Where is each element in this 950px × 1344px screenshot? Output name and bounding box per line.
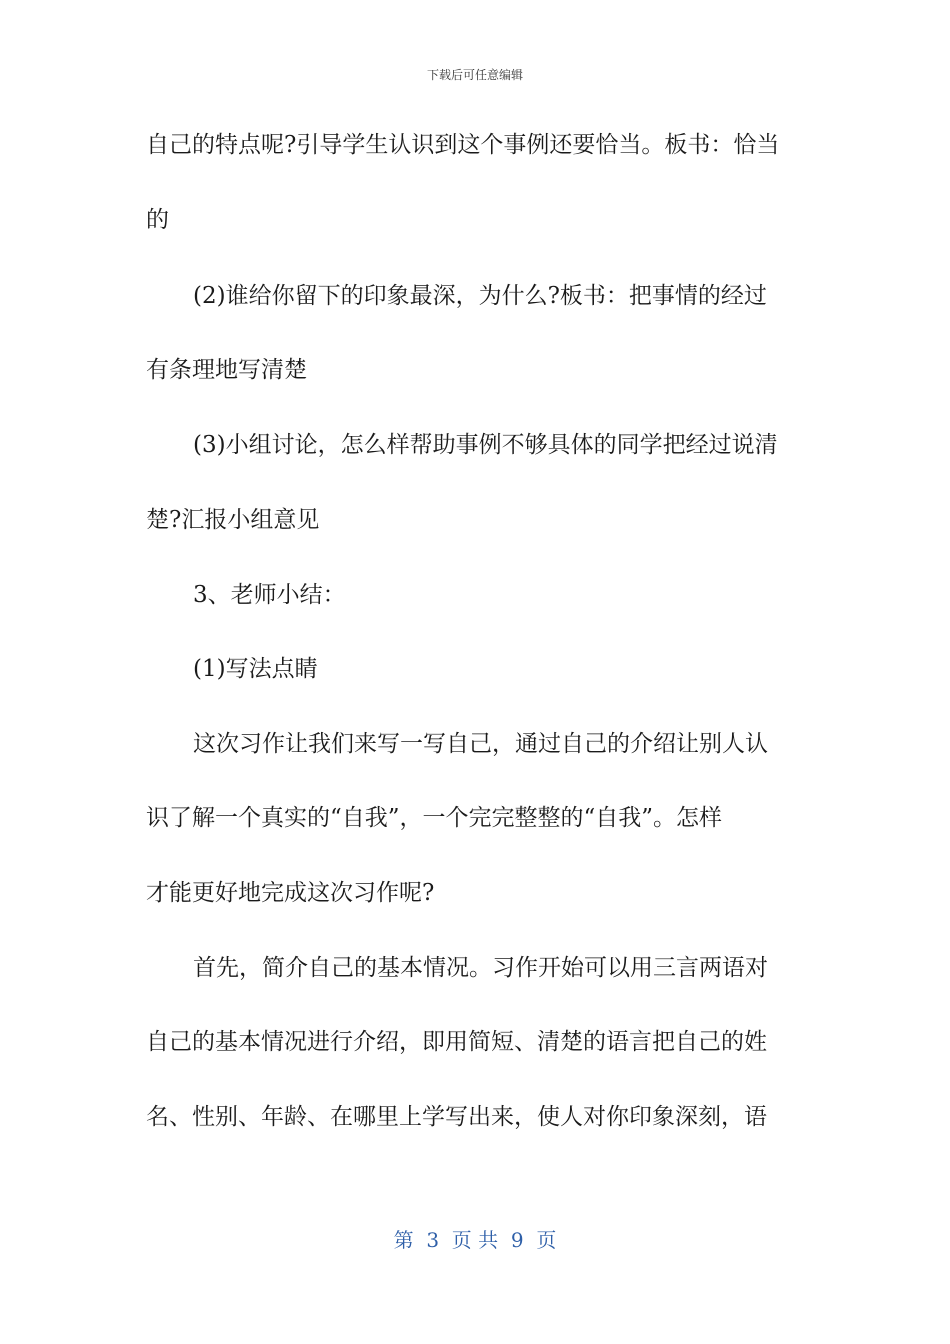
body-line: 楚?汇报小组意见 bbox=[146, 507, 320, 533]
body-line: (3)小组讨论，怎么样帮助事例不够具体的同学把经过说清 bbox=[193, 432, 778, 458]
page-number-footer: 第 3 页 共 9 页 bbox=[393, 1228, 557, 1252]
body-line: 3、老师小结： bbox=[193, 582, 346, 608]
body-line: 名、性别、年龄、在哪里上学写出来，使人对你印象深刻，语 bbox=[146, 1104, 767, 1130]
body-line: (1)写法点睛 bbox=[193, 656, 318, 682]
body-line: (2)谁给你留下的印象最深，为什么?板书：把事情的经过 bbox=[193, 283, 767, 309]
body-line: 才能更好地完成这次习作呢? bbox=[146, 880, 435, 906]
body-line: 的 bbox=[146, 207, 169, 233]
body-line: 识了解一个真实的“自我”，一个完完整整的“自我”。怎样 bbox=[146, 805, 723, 831]
body-line: 首先，简介自己的基本情况。习作开始可以用三言两语对 bbox=[193, 955, 768, 981]
body-line: 这次习作让我们来写一写自己，通过自己的介绍让别人认 bbox=[193, 731, 768, 757]
page-header: 下载后可任意编辑 bbox=[426, 68, 523, 82]
body-line: 有条理地写清楚 bbox=[146, 357, 307, 383]
body-line: 自己的基本情况进行介绍，即用简短、清楚的语言把自己的姓 bbox=[146, 1029, 767, 1055]
body-line: 自己的特点呢?引导学生认识到这个事例还要恰当。板书：恰当 bbox=[146, 132, 780, 158]
